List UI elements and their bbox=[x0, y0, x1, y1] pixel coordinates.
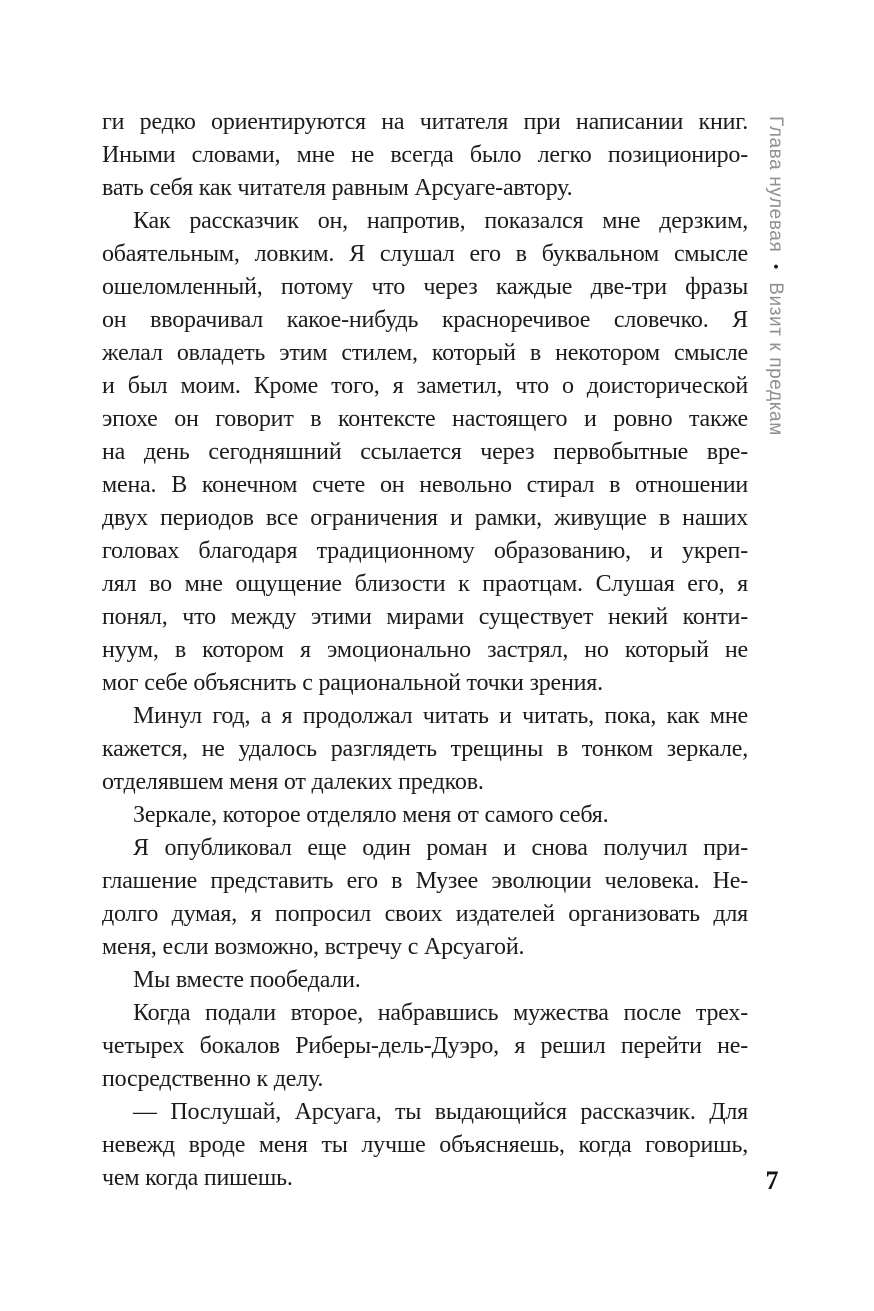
text-line: глашение представить его в Музее эволюции человека. Не- bbox=[102, 868, 748, 894]
text-line: нуум, в котором я эмоционально застрял, но который не bbox=[102, 637, 748, 663]
text-line: — Послушай, Арсуага, ты выдающийся рассказчик. Для bbox=[133, 1099, 748, 1125]
text-line: он вворачивал какое-нибудь красноречивое словечко. Я bbox=[102, 307, 748, 333]
text-line: мог себе объяснить с рациональной точки зрения. bbox=[102, 670, 603, 696]
text-block bbox=[102, 106, 748, 1195]
running-head-section: Визит к предкам bbox=[765, 282, 786, 436]
text-line: Я опубликовал еще один роман и снова получил при- bbox=[133, 835, 748, 861]
text-line: отделявшем меня от далеких предков. bbox=[102, 769, 484, 795]
text-line: желал овладеть этим стилем, который в некотором смысле bbox=[102, 340, 748, 366]
text-line: головах благодаря традиционному образованию, и укреп- bbox=[102, 538, 748, 564]
running-head-chapter: Глава нулевая bbox=[765, 116, 786, 253]
text-line: Зеркале, которое отделяло меня от самого себя. bbox=[133, 802, 609, 828]
text-line: мена. В конечном счете он невольно стирал в отношении bbox=[102, 472, 748, 498]
text-line: посредственно к делу. bbox=[102, 1066, 324, 1092]
text-line: Когда подали второе, набравшись мужества после трех- bbox=[133, 1000, 748, 1026]
text-line: вать себя как читателя равным Арсуаге-автору. bbox=[102, 175, 573, 201]
text-line: чем когда пишешь. bbox=[102, 1165, 293, 1191]
page-number: 7 bbox=[765, 1166, 779, 1195]
text-line: Иными словами, мне не всегда было легко позициониро- bbox=[102, 142, 748, 168]
text-line: и был моим. Кроме того, я заметил, что о доисторической bbox=[102, 373, 748, 399]
text-line: ги редко ориентируются на читателя при написании книг. bbox=[102, 109, 748, 135]
text-line: Мы вместе пообедали. bbox=[133, 967, 361, 993]
bullet-separator-icon: • bbox=[767, 264, 784, 271]
text-line: двух периодов все ограничения и рамки, живущие в наших bbox=[102, 505, 748, 531]
text-line: кажется, не удалось разглядеть трещины в тонком зеркале, bbox=[102, 736, 748, 762]
running-head bbox=[764, 116, 787, 436]
text-line: обаятельным, ловким. Я слушал его в буквальном смысле bbox=[102, 241, 748, 267]
text-line: на день сегодняшний ссылается через первобытные вре- bbox=[102, 439, 748, 465]
text-line: долго думая, я попросил своих издателей организовать для bbox=[102, 901, 748, 927]
text-line: четырех бокалов Риберы-дель-Дуэро, я решил перейти не- bbox=[102, 1033, 748, 1059]
text-line: меня, если возможно, встречу с Арсуагой. bbox=[102, 934, 525, 960]
text-line: Как рассказчик он, напротив, показался мне дерзким, bbox=[133, 208, 748, 234]
text-line: Минул год, а я продолжал читать и читать, пока, как мне bbox=[133, 703, 748, 729]
text-line: невежд вроде меня ты лучше объясняешь, когда говоришь, bbox=[102, 1132, 748, 1158]
text-line: понял, что между этими мирами существует некий конти- bbox=[102, 604, 748, 630]
text-line: ошеломленный, потому что через каждые две-три фразы bbox=[102, 274, 748, 300]
text-line: лял во мне ощущение близости к праотцам. Слушая его, я bbox=[102, 571, 748, 597]
text-line: эпохе он говорит в контексте настоящего и ровно также bbox=[102, 406, 748, 432]
